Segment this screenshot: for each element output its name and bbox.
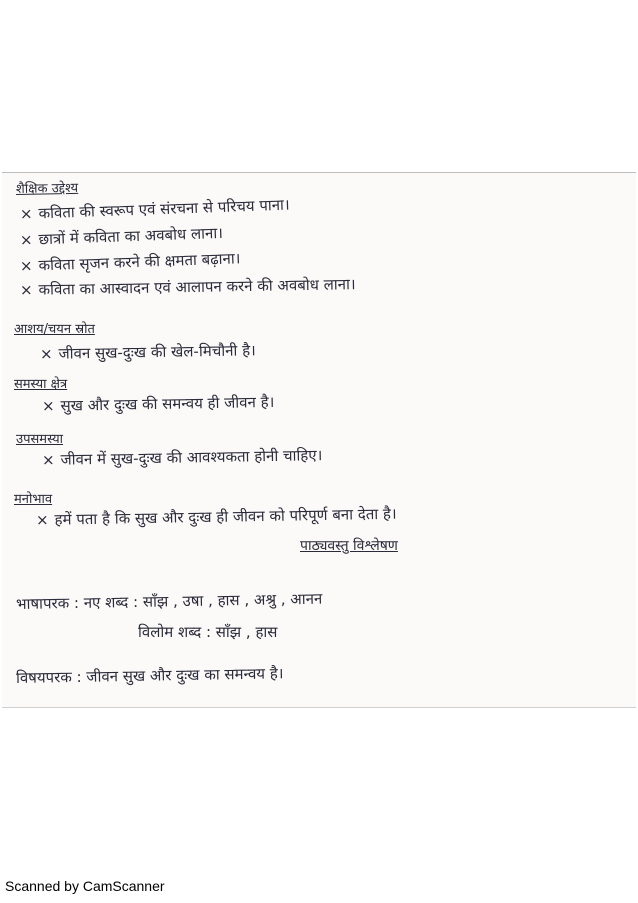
bullet-mark: × (39, 344, 53, 363)
heading-objectives: शैक्षिक उद्देश्य (15, 180, 79, 197)
objective-4 (20, 275, 356, 299)
subproblem-point-text: जीवन में सुख-दुःख की आवश्यकता होनी चाहिए। (60, 446, 323, 469)
objective-1-text: कविता की स्वरूप एवं संरचना से परिचय पाना। (38, 195, 290, 223)
objective-4-text: कविता का आस्वादन एवं आलापन करने की अवबोध लाना। (38, 275, 356, 299)
bullet-mark: × (19, 204, 33, 223)
bullet-mark: × (41, 450, 55, 469)
source-point-text: जीवन सुख-दुःख की खेल-मिचौनी है। (58, 341, 256, 363)
objective-2-text: छात्रों में कविता का अवबोध लाना। (38, 223, 224, 249)
problem-point-text: सुख और दुःख की समन्वय ही जीवन है। (60, 392, 275, 415)
objective-2 (20, 224, 223, 249)
linguistic-new-words: भाषापरक : नए शब्द : साँझ , उषा , हास , अश्रु , आनन (15, 589, 323, 613)
problem-point (42, 393, 275, 415)
objective-1 (20, 196, 290, 223)
subproblem-point (42, 446, 323, 469)
heading-attitude: मनोभाव (14, 492, 53, 507)
bullet-mark: × (19, 230, 33, 249)
attitude-point-text: हमें पता है कि सुख और दुःख ही जीवन को परिपूर्ण बना देता है। (54, 504, 397, 529)
scanner-watermark: Scanned by CamScanner (5, 878, 165, 894)
thematic-point: विषयपरक : जीवन सुख और दुःख का समन्वय है। (15, 664, 284, 687)
heading-subproblem: उपसमस्या (16, 432, 64, 447)
heading-problem: समस्या क्षेत्र (14, 377, 68, 392)
bullet-mark: × (19, 280, 33, 299)
source-point (40, 341, 256, 363)
scanned-page (2, 172, 636, 708)
heading-source: आशय/चयन स्रोत (14, 322, 95, 337)
attitude-point (36, 505, 397, 529)
bullet-mark: × (19, 256, 33, 275)
objective-3 (20, 249, 241, 275)
bullet-mark: × (41, 396, 55, 415)
antonym-words: विलोम शब्द : साँझ , हास (138, 623, 278, 641)
heading-content-analysis: पाठ्यवस्तु विश्लेषण (300, 538, 398, 554)
bullet-mark: × (35, 510, 49, 529)
objective-3-text: कविता सृजन करने की क्षमता बढ़ाना। (38, 249, 241, 275)
